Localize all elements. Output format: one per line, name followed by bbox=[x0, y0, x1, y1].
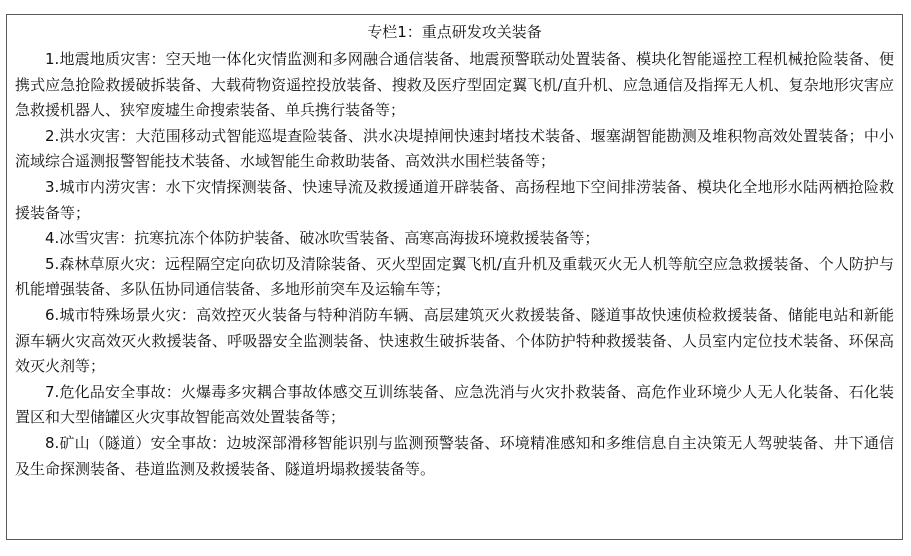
item-forest-fire: 5.森林草原火灾：远程隔空定向砍切及清除装备、灭火型固定翼飞机/直升机及重载灭火无人机等航空应急救援装备、个人防护与机能增强装备、多队伍协同通信装备、多地形前突车及运输车等； bbox=[15, 254, 894, 299]
item-urban-fire: 6.城市特殊场景火灾：高效控灭火装备与特种消防车辆、高层建筑灭火救援装备、隧道事故快速侦检救援装备、储能电站和新能源车辆火灾高效灭火救援装备、呼吸器安全监测装备、快速救生破拆装备、个体防护特种救援装备、人员室内定位技术装备、环保高效灭火剂等； bbox=[15, 305, 894, 376]
item-urban-waterlogging: 3.城市内涝灾害：水下灾情探测装备、快速导流及救援通道开辟装备、高扬程地下空间排涝装备、模块化全地形水陆两栖抢险救援装备等； bbox=[15, 177, 894, 222]
item-earthquake: 1.地震地质灾害：空天地一体化灾情监测和多网融合通信装备、地震预警联动处置装备、模块化智能遥控工程机械抢险装备、便携式应急抢险救援破拆装备、大载荷物资遥控投放装备、搜救及医疗型固定翼飞机/直升机、应急通信及指挥无人机、复杂地形灾害应急救援机器人、狭窄废墟生命搜索装备、单兵携行装备等； bbox=[15, 50, 894, 120]
item-flood: 2.洪水灾害：大范围移动式智能巡堤查险装备、洪水决堤掉闸快速封堵技术装备、堰塞湖智能勘测及堆积物高效处置装备；中小流域综合遥测报警智能技术装备、水域智能生命救助装备、高效洪水围栏装备等； bbox=[15, 126, 894, 171]
column-box bbox=[6, 14, 903, 540]
column-title: 专栏1：重点研发攻关装备 bbox=[367, 23, 542, 41]
item-mine-tunnel: 8.矿山（隧道）安全事故：边坡深部滑移智能识别与监测预警装备、环境精准感知和多维信息自主决策无人驾驶装备、井下通信及生命探测装备、巷道监测及救援装备、隧道坍塌救援装备等。 bbox=[15, 433, 894, 478]
item-hazchem: 7.危化品安全事故：火爆毒多灾耦合事故体感交互训练装备、应急洗消与火灾扑救装备、高危作业环境少人无人化装备、石化装置区和大型储罐区火灾事故智能高效处置装备等； bbox=[15, 382, 894, 427]
item-ice-snow: 4.冰雪灾害：抗寒抗冻个体防护装备、破冰吹雪装备、高寒高海拔环境救援装备等； bbox=[45, 229, 600, 248]
